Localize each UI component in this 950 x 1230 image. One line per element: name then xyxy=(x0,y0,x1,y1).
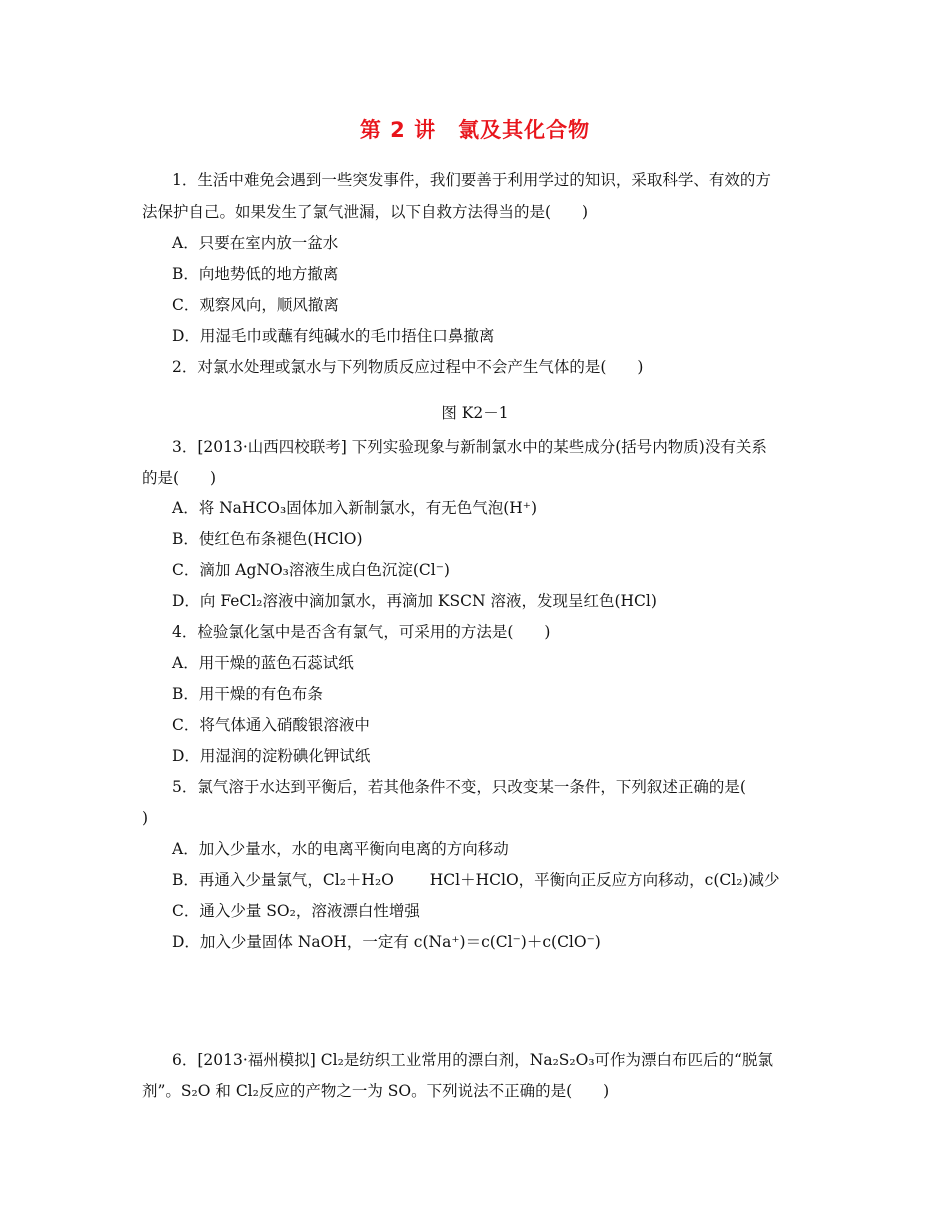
question-1-option-c: C．观察风向，顺风撤离 xyxy=(172,296,339,314)
question-1-option-d: D．用湿毛巾或蘸有纯碱水的毛巾捂住口鼻撤离 xyxy=(172,327,495,345)
question-3-option-c: C．滴加 AgNO₃溶液生成白色沉淀(Cl⁻) xyxy=(172,561,450,579)
question-3-stem: 3．[2013·山西四校联考] 下列实验现象与新制氯水中的某些成分(括号内物质)没有关系 xyxy=(172,438,767,456)
question-3-stem-continued: 的是( ) xyxy=(142,469,217,487)
question-5-stem-continued: ) xyxy=(142,809,149,827)
page-title: 第 2 讲 氯及其化合物 xyxy=(359,118,591,142)
question-4-stem: 4．检验氯化氢中是否含有氯气，可采用的方法是( ) xyxy=(172,623,551,641)
question-3-option-a: A．将 NaHCO₃固体加入新制氯水，有无色气泡(H⁺) xyxy=(172,499,538,517)
question-5-stem: 5．氯气溶于水达到平衡后，若其他条件不变，只改变某一条件，下列叙述正确的是( xyxy=(172,778,746,796)
question-5-option-c: C．通入少量 SO₂，溶液漂白性增强 xyxy=(172,902,420,920)
question-4-option-d: D．用湿润的淀粉碘化钾试纸 xyxy=(172,747,371,765)
question-6-stem: 6．[2013·福州模拟] Cl₂是纺织工业常用的漂白剂，Na₂S₂O₃可作为漂白布匹后的“脱氯 xyxy=(172,1051,773,1069)
question-1-option-a: A．只要在室内放一盆水 xyxy=(172,234,339,252)
question-4-option-c: C．将气体通入硝酸银溶液中 xyxy=(172,716,370,734)
figure-caption: 图 K2－1 xyxy=(441,404,509,422)
question-5-option-b: B．再通入少量氯气，Cl₂＋H₂O HCl＋HClO，平衡向正反应方向移动，c(Cl₂)减少 xyxy=(172,871,780,889)
question-1-stem: 1．生活中难免会遇到一些突发事件，我们要善于利用学过的知识，采取科学、有效的方 xyxy=(172,171,771,189)
question-3-option-d: D．向 FeCl₂溶液中滴加氯水，再滴加 KSCN 溶液，发现呈红色(HCl) xyxy=(172,592,657,610)
question-1-option-b: B．向地势低的地方撤离 xyxy=(172,265,339,283)
question-5-option-d: D．加入少量固体 NaOH，一定有 c(Na⁺)＝c(Cl⁻)＋c(ClO⁻) xyxy=(172,933,601,951)
question-5-option-a: A．加入少量水，水的电离平衡向电离的方向移动 xyxy=(172,840,509,858)
question-4-option-b: B．用干燥的有色布条 xyxy=(172,685,323,703)
question-6-stem-continued: 剂”。S₂O 和 Cl₂反应的产物之一为 SO。下列说法不正确的是( ) xyxy=(142,1082,610,1100)
question-3-option-b: B．使红色布条褪色(HClO) xyxy=(172,530,363,548)
question-1-stem-continued: 法保护自己。如果发生了氯气泄漏，以下自救方法得当的是( ) xyxy=(142,203,589,221)
question-2-stem: 2．对氯水处理或氯水与下列物质反应过程中不会产生气体的是( ) xyxy=(172,358,644,376)
question-4-option-a: A．用干燥的蓝色石蕊试纸 xyxy=(172,654,354,672)
